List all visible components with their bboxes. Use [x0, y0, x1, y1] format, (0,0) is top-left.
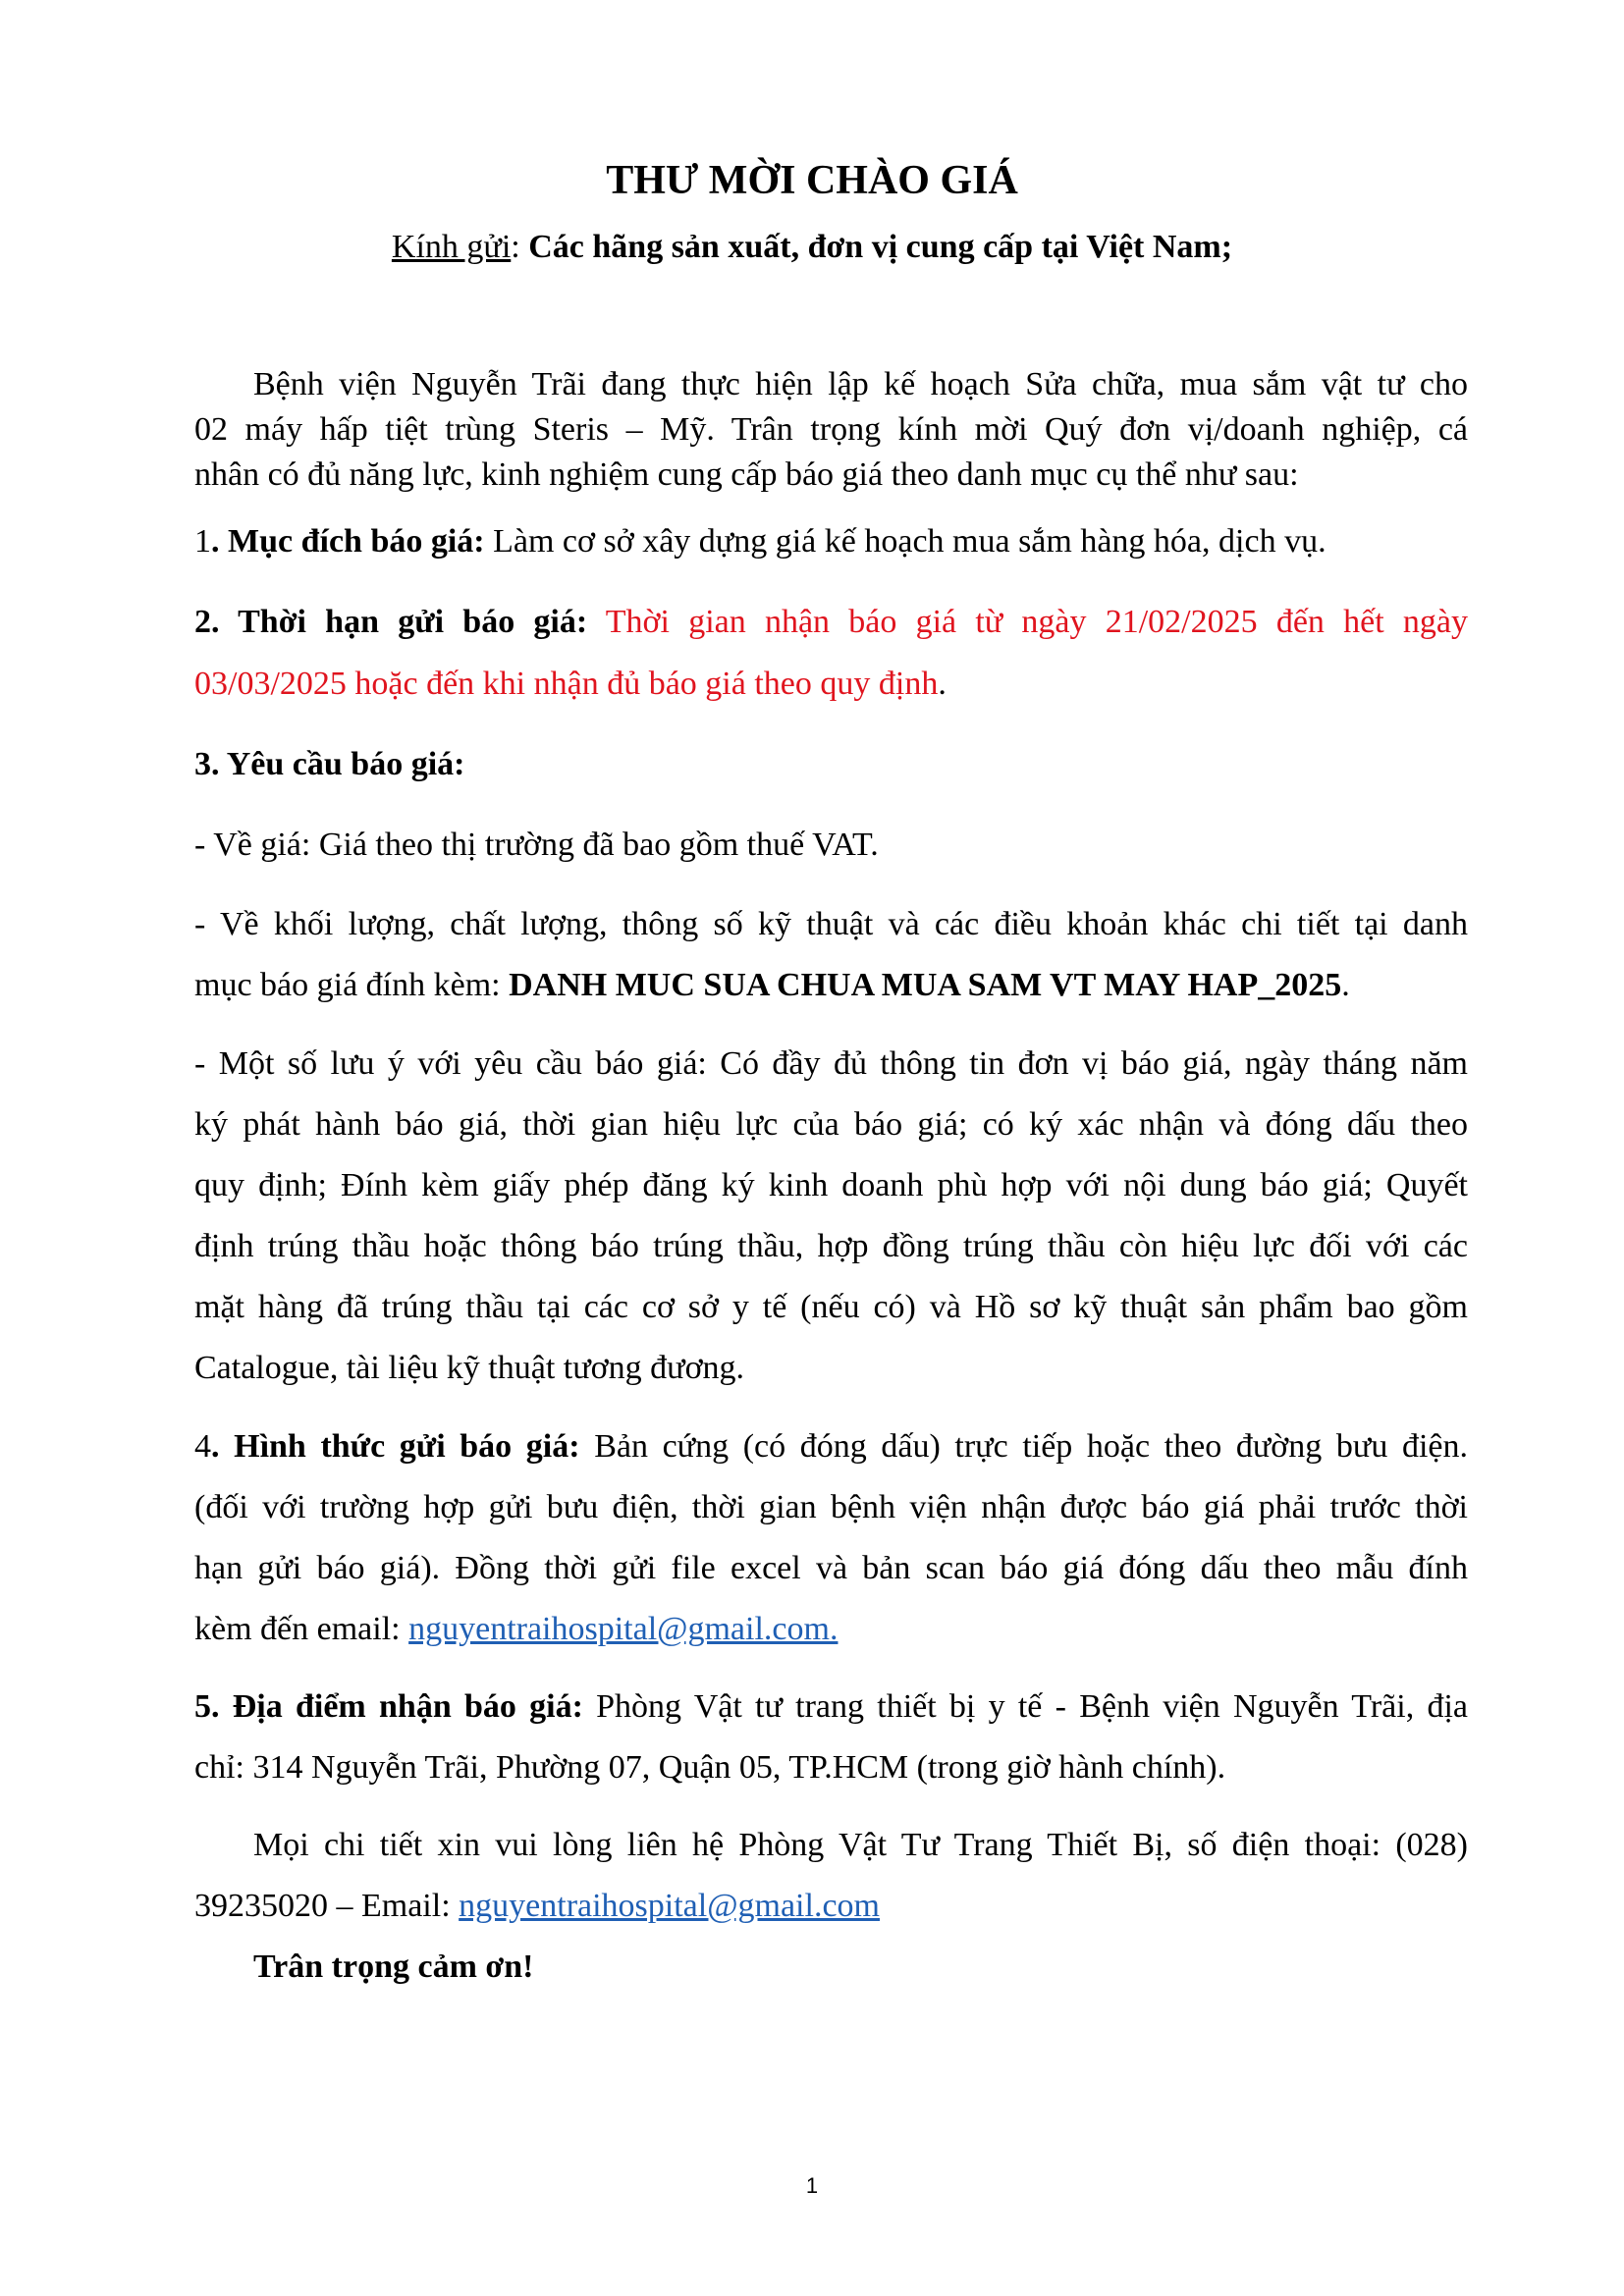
section-4-line-4 [194, 1608, 1468, 1651]
closing-line: Trân trọng cảm ơn! [253, 1949, 534, 1985]
section-4-line-3: hạn gửi báo giá). Đồng thời gửi file excel và bản scan báo giá đóng dấu theo mẫu đính [194, 1550, 1468, 1586]
section-2-line-2 [194, 663, 1468, 706]
attachment-name: DANH MUC SUA CHUA MUA SAM VT MAY HAP_2025 [509, 967, 1342, 1003]
document-title: THƯ MỜI CHÀO GIÁ [606, 158, 1018, 203]
section-1-heading: . Mục đích báo giá: [211, 523, 485, 560]
section-3-spec-end: . [1341, 967, 1350, 1003]
section-3-spec-line-2 [194, 964, 1468, 1007]
contact-line-1: Mọi chi tiết xin vui lòng liên hệ Phòng Vật Tư Trang Thiết Bị, số điện thoại: (028) [253, 1827, 1468, 1863]
section-5-line-1 [194, 1685, 1468, 1729]
intro-line-3: nhân có đủ năng lực, kinh nghiệm cung cấp báo giá theo danh mục cụ thể như sau: [194, 456, 1299, 493]
contact-phone-prefix: 39235020 – Email: [194, 1888, 460, 1924]
section-4-line-2: (đối với trường hợp gửi bưu điện, thời gian bệnh viện nhận được báo giá phải trước thời [194, 1489, 1468, 1525]
section-5-text: Phòng Vật tư trang thiết bị y tế - Bệnh viện Nguyễn Trãi, địa [582, 1688, 1468, 1725]
greeting-label: Kính gửi [391, 229, 512, 265]
section-4-text: Bản cứng (có đóng dấu) trực tiếp hoặc theo đường bưu điện. [579, 1428, 1468, 1465]
section-3-spec-prefix: mục báo giá đính kèm: [194, 967, 510, 1003]
section-3-note-line: định trúng thầu hoặc thông báo trúng thầu, hợp đồng trúng thầu còn hiệu lực đối với các [194, 1228, 1468, 1264]
section-3-spec-line-1: - Về khối lượng, chất lượng, thông số kỹ thuật và các điều khoản khác chi tiết tại danh [194, 906, 1468, 942]
section-4-email-prefix: kèm đến email: [194, 1611, 409, 1647]
section-3-note-line: Catalogue, tài liệu kỹ thuật tương đương. [194, 1350, 745, 1386]
section-3-note-line: - Một số lưu ý với yêu cầu báo giá: Có đầy đủ thông tin đơn vị báo giá, ngày tháng năm [194, 1045, 1468, 1082]
section-4-number: 4 [194, 1428, 211, 1465]
section-3-heading: 3. Yêu cầu báo giá: [194, 746, 465, 782]
section-2-period: . [938, 666, 947, 702]
section-1-text: Làm cơ sở xây dựng giá kế hoạch mua sắm hàng hóa, dịch vụ. [484, 523, 1326, 560]
section-2-deadline-end: 03/03/2025 hoặc đến khi nhận đủ báo giá theo quy định [194, 666, 939, 702]
section-2-deadline-text: Thời gian nhận báo giá từ ngày 21/02/2025 đến hết ngày [587, 604, 1468, 640]
section-2-line-1 [194, 601, 1468, 644]
intro-line-2: 02 máy hấp tiệt trùng Steris – Mỹ. Trân trọng kính mời Quý đơn vị/doanh nghiệp, cá [194, 411, 1468, 448]
section-4-line-1 [194, 1425, 1468, 1468]
section-3-note-line: mặt hàng đã trúng thầu tại các cơ sở y tế (nếu có) và Hồ sơ kỹ thuật sản phẩm bao gồm [194, 1289, 1468, 1325]
section-5-heading: 5. Địa điểm nhận báo giá: [194, 1688, 583, 1725]
section-4-heading: . Hình thức gửi báo giá: [211, 1428, 580, 1465]
greeting-line [0, 226, 1624, 269]
section-3-note-line: ký phát hành báo giá, thời gian hiệu lực của báo giá; có ký xác nhận và đóng dấu theo [194, 1106, 1468, 1143]
page-number: 1 [805, 2173, 819, 2198]
section-5-line-2: chỉ: 314 Nguyễn Trãi, Phường 07, Quận 05, TP.HCM (trong giờ hành chính). [194, 1749, 1226, 1786]
section-3-price: - Về giá: Giá theo thị trường đã bao gồm thuế VAT. [194, 827, 879, 863]
section-3-note-line: quy định; Đính kèm giấy phép đăng ký kinh doanh phù hợp với nội dung báo giá; Quyết [194, 1167, 1468, 1203]
contact-line-2 [194, 1885, 1468, 1928]
contact-email-link[interactable]: nguyentraihospital@gmail.com [459, 1888, 880, 1924]
greeting-recipients: Các hãng sản xuất, đơn vị cung cấp tại Việt Nam; [528, 229, 1233, 265]
intro-line-1: Bệnh viện Nguyễn Trãi đang thực hiện lập kế hoạch Sửa chữa, mua sắm vật tư cho [253, 366, 1468, 402]
email-link[interactable]: nguyentraihospital@gmail.com. [408, 1611, 839, 1647]
section-2-heading: 2. Thời hạn gửi báo giá: [194, 604, 588, 640]
section-1-number: 1 [194, 523, 211, 560]
greeting-separator: : [511, 229, 529, 265]
section-1 [194, 520, 1468, 563]
